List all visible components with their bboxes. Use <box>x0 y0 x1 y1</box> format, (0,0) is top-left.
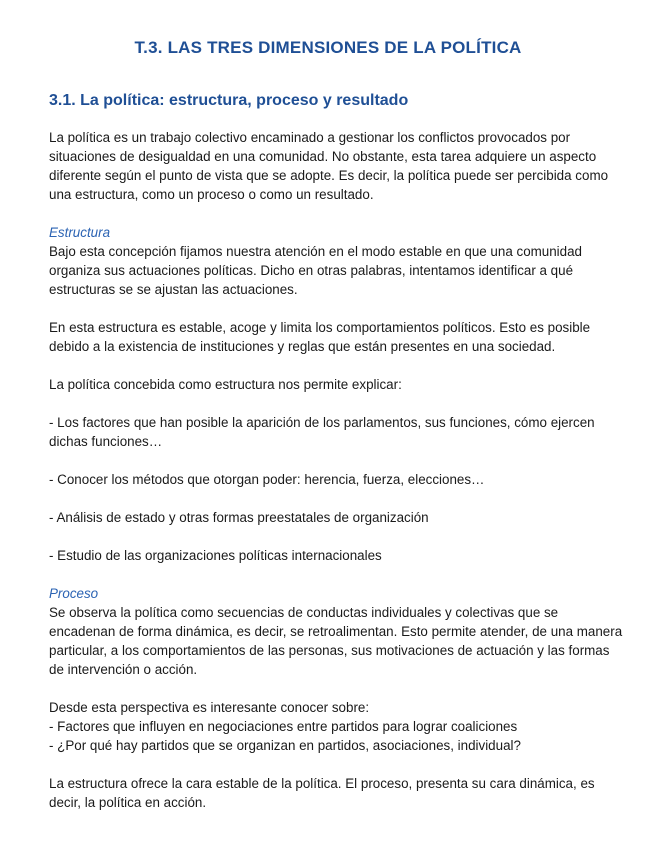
proceso-paragraph-1: Se observa la política como secuencias de conductas individuales y colectivas que se encadenan de forma dinámica, es decir, se retroalimentan. Esto permite atender, de una manera particular, a los comportamientos de las personas, sus motivaciones de actuación y las formas de intervención o acción. <box>49 605 623 677</box>
estructura-paragraph-2: En esta estructura es estable, acoge y limita los comportamientos políticos. Esto es posible debido a la existencia de instituciones y reglas que están presentes en una sociedad. <box>49 320 591 354</box>
spacer <box>49 451 624 470</box>
proceso-paragraph-3: La estructura ofrece la cara estable de la política. El proceso, presenta su cara dinámica, es decir, la política en acción. <box>49 776 595 810</box>
section-heading: 3.1. La política: estructura, proceso y resultado <box>49 92 409 109</box>
intro-paragraph: La política es un trabajo colectivo encaminado a gestionar los conflictos provocados por situaciones de desigualdad en una comunidad. No obstante, esta tarea adquiere un aspecto diferente según el punto de vista que se adopte. Es decir, la política puede ser percibida como una estructura, como un proceso o como un resultado. <box>49 130 609 202</box>
spacer <box>49 679 624 698</box>
proceso-list-item: - Factores que influyen en negociaciones entre partidos para lograr coaliciones <box>49 719 518 734</box>
page-title: T.3. LAS TRES DIMENSIONES DE LA POLÍTICA <box>134 38 522 57</box>
proceso-heading: Proceso <box>49 586 99 601</box>
estructura-heading: Estructura <box>49 225 111 240</box>
spacer <box>49 489 624 508</box>
estructura-paragraph-3: La política concebida como estructura nos permite explicar: <box>49 377 402 392</box>
proceso-paragraph-2: Desde esta perspectiva es interesante conocer sobre: <box>49 700 370 715</box>
spacer <box>49 356 624 375</box>
spacer <box>49 755 624 774</box>
estructura-list-item: - Estudio de las organizaciones políticas internacionales <box>49 548 382 563</box>
estructura-paragraph-1: Bajo esta concepción fijamos nuestra atención en el modo estable en que una comunidad organiza sus actuaciones políticas. Dicho en otras palabras, intentamos identificar a qué estructuras se se ajustan las actuaciones. <box>49 244 583 297</box>
estructura-list-item: - Análisis de estado y otras formas preestatales de organización <box>49 510 429 525</box>
estructura-list-item: - Los factores que han posible la aparición de los parlamentos, sus funciones, cómo ejercen dichas funciones… <box>49 415 595 449</box>
proceso-list-item: - ¿Por qué hay partidos que se organizan en partidos, asociaciones, individual? <box>49 738 521 753</box>
spacer <box>49 204 624 223</box>
spacer <box>49 527 624 546</box>
spacer <box>49 394 624 413</box>
estructura-list-item: - Conocer los métodos que otorgan poder: herencia, fuerza, elecciones… <box>49 472 485 487</box>
document-body <box>49 128 624 812</box>
spacer <box>49 299 624 318</box>
spacer <box>49 565 624 584</box>
